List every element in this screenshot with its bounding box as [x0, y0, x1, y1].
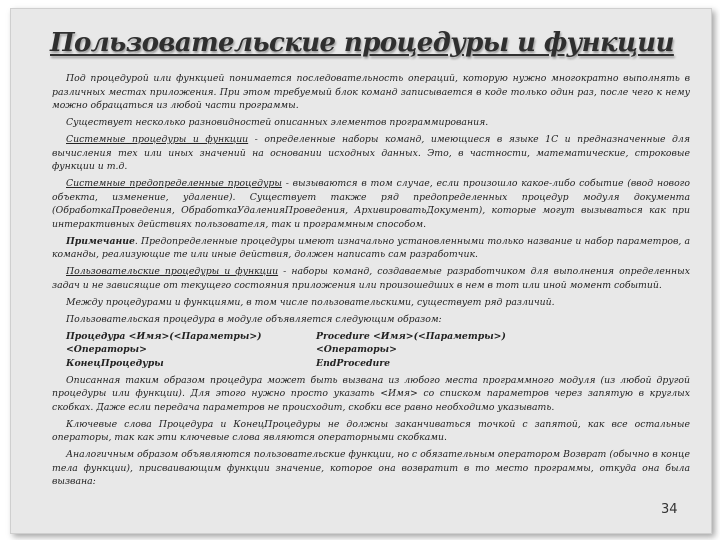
- term-user-procedures: Пользовательские процедуры и функции: [66, 266, 279, 277]
- code-ru: <Операторы>: [66, 344, 147, 355]
- text-predefined-procedures: - вызываются в том случае, если произошло какое-либо событие (ввод нового объекта, изменение, удаление). Существует также ряд предопределенных процедур модуля документа (ОбработкаПроведения, ОбработкаУдаленияПроведения, АрхивироватьДокумент), которые могут вызываться как при интерактивных действиях пользователя, так и программным способом.: [52, 178, 690, 230]
- paragraph-varieties: Существует несколько разновидностей описанных элементов программирования.: [66, 117, 489, 128]
- paragraph-keywords: Ключевые слова Процедура и КонецПроцедуры не должны заканчиваться точкой с запятой, как все остальные операторы, так как эти ключевые слова являются операторными скобками.: [52, 418, 690, 443]
- paragraph-definition: Под процедурой или функцией понимается последовательность операций, которую нужно многократно выполнять в различных местах приложения. При этом требуемый блок команд записывается в коде только один раз, после чего к нему можно обращаться из любой части программы.: [52, 73, 690, 111]
- code-en: Procedure <Имя>(<Параметры>): [316, 330, 506, 342]
- paragraph-note: [52, 235, 690, 262]
- code-en: <Операторы>: [316, 344, 397, 355]
- text-note: . Предопределенные процедуры имеют изначально установленными только название и набор параметров, а команды, реализующие те или иные действия, должен написать сам разработчик.: [52, 235, 690, 260]
- paragraph-functions: Аналогичным образом объявляются пользовательские функции, но с обязательным оператором Возврат (обычно в конце тела функции), присваивающим функции значение, которое она возвратит в то место программы, откуда она была вызвана:: [52, 449, 690, 487]
- text-user-procedures: - наборы команд, создаваемые разработчиком для выполнения определенных задач и не зависящие от текущего состояния приложения или произошедших в нем в тот или иной момент событий.: [52, 266, 690, 291]
- paragraph-declaration-intro: Пользовательская процедура в модуле объявляется следующим образом:: [66, 313, 442, 325]
- paragraph-system-procedures: [52, 133, 690, 174]
- code-line: [52, 343, 690, 357]
- term-note: Примечание: [66, 235, 135, 247]
- paragraph-predefined-procedures: [52, 177, 690, 231]
- paragraph-user-procedures: [52, 265, 690, 292]
- code-ru: Процедура <Имя>(<Параметры>): [66, 330, 262, 342]
- code-line: [52, 330, 690, 344]
- code-en: EndProcedure: [316, 357, 391, 369]
- page-number: 34: [661, 502, 678, 517]
- code-line: [52, 357, 690, 371]
- paragraph-calling: Описанная таким образом процедура может быть вызвана из любого места программного модуля (из любой другой процедуры или функции). Для этого нужно просто указать <Имя> со списком параметров через запятую в круглых скобках. Даже если передача параметров не происходит, скобки все равно необходимо указывать.: [52, 374, 690, 413]
- slide-body: [52, 72, 690, 492]
- term-predefined-procedures: Системные предопределенные процедуры: [66, 178, 282, 189]
- text-system-procedures: - определенные наборы команд, имеющиеся в языке 1С и предназначенные для вычисления тех или иных значений на основании исходных данных. Это, в частности, математические, строковые функции и т.д.: [52, 134, 690, 172]
- term-system-procedures: Системные процедуры и функции: [66, 134, 249, 145]
- slide-title: Пользовательские процедуры и функции: [50, 28, 674, 58]
- code-ru: КонецПроцедуры: [66, 357, 164, 369]
- paragraph-differences: Между процедурами и функциями, в том числе пользовательскими, существует ряд различий.: [66, 296, 555, 308]
